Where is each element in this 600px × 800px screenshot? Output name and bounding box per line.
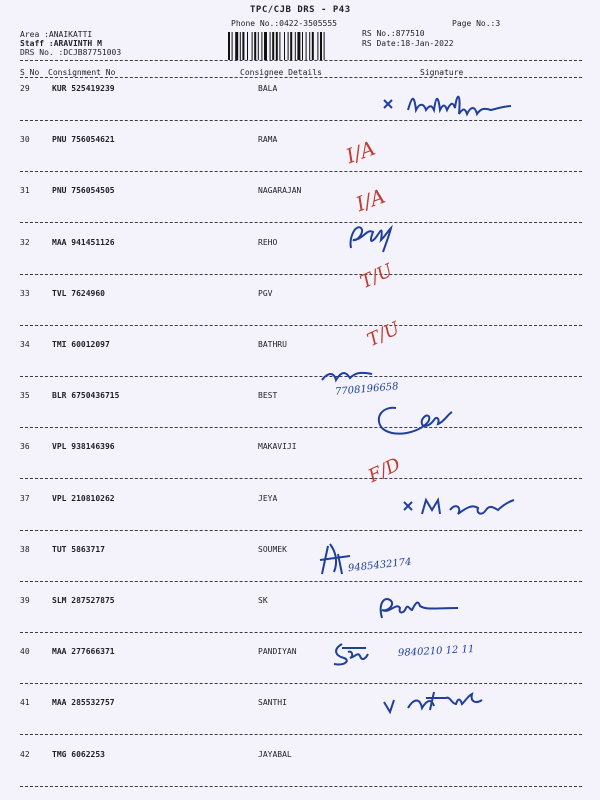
- signature-row-39: [316, 540, 356, 580]
- row-consignment-number: PNU 756054505: [52, 186, 115, 196]
- row-consignment-number: VPL 210810262: [52, 493, 115, 503]
- handwritten-status-row-34: T/U: [364, 317, 404, 352]
- row-consignee-name: BALA: [258, 84, 278, 93]
- header-divider: [20, 60, 582, 61]
- staff-label: Staff :ARAVINTH M: [20, 39, 102, 48]
- row-serial-number: 32: [20, 237, 30, 247]
- signature-row-38: [400, 492, 540, 522]
- handwritten-status-row-37: F/D: [365, 454, 404, 487]
- row-consignment-number: TUT 5863717: [52, 544, 105, 554]
- row-divider: [20, 786, 582, 787]
- row-consignment-number: SLM 287527875: [52, 596, 115, 605]
- row-consignee-name: SANTHI: [258, 698, 287, 708]
- signature-row-42: [380, 686, 510, 714]
- row-consignee-name: MAKAVIJI: [258, 442, 297, 452]
- signature-row-35: [318, 366, 378, 388]
- column-divider: [20, 77, 582, 78]
- row-consignment-number: VPL 938146396: [52, 442, 115, 452]
- handwritten-status-row-31: I/A: [352, 183, 389, 217]
- row-divider: [20, 325, 582, 326]
- row-serial-number: 40: [20, 647, 30, 657]
- row-consignment-number: TMG 6062253: [52, 749, 105, 759]
- column-header-signature: Signature: [420, 68, 464, 77]
- row-consignment-number: TMI 60012097: [52, 340, 110, 349]
- handwritten-phone-row-35: 7708196658: [334, 381, 399, 398]
- sheet-title: TPC/CJB DRS - P43: [250, 5, 351, 15]
- row-consignment-number: TVL 7624960: [52, 288, 105, 298]
- row-divider: [20, 734, 582, 735]
- row-consignee-name: JEYA: [258, 493, 278, 503]
- row-consignment-number: MAA 277666371: [52, 647, 115, 657]
- signature-row-36: [370, 398, 470, 442]
- row-consignee-name: REHO: [258, 237, 278, 247]
- row-serial-number: 33: [20, 288, 30, 298]
- row-divider: [20, 171, 582, 172]
- row-divider: [20, 632, 582, 633]
- row-consignee-name: PGV: [258, 288, 273, 298]
- row-consignment-number: MAA 941451126: [52, 237, 115, 247]
- row-serial-number: 34: [20, 340, 30, 349]
- handwritten-phone-row-41: 9840210 12 11: [397, 644, 475, 659]
- row-consignment-number: BLR 6750436715: [52, 391, 120, 401]
- row-consignment-number: KUR 525419239: [52, 84, 115, 93]
- row-consignee-name: JAYABAL: [258, 749, 292, 759]
- row-divider: [20, 427, 582, 428]
- row-serial-number: 30: [20, 135, 30, 145]
- row-consignment-number: PNU 756054621: [52, 135, 115, 145]
- signature-row-32: [345, 218, 405, 258]
- row-divider: [20, 274, 582, 275]
- row-consignee-name: BEST: [258, 391, 278, 401]
- row-divider: [20, 581, 582, 582]
- row-serial-number: 35: [20, 391, 30, 401]
- row-divider: [20, 376, 582, 377]
- rs-number: RS No.:877510: [362, 29, 425, 38]
- handwritten-phone-row-39: 9485432174: [347, 556, 413, 575]
- row-serial-number: 29: [20, 84, 30, 93]
- drs-number: DRS No. :DCJB87751003: [20, 48, 122, 57]
- column-header-consignment: Consignment No: [48, 68, 116, 77]
- row-serial-number: 38: [20, 544, 30, 554]
- handwritten-status-row-30: I/A: [342, 135, 379, 169]
- row-divider: [20, 120, 582, 121]
- row-divider: [20, 478, 582, 479]
- row-divider: [20, 683, 582, 684]
- row-serial-number: 36: [20, 442, 30, 452]
- barcode: [228, 32, 354, 60]
- row-serial-number: 37: [20, 493, 30, 503]
- column-header-consignee: Consignee Details: [240, 68, 322, 77]
- row-divider: [20, 530, 582, 531]
- signature-row-41: [328, 640, 398, 670]
- handwritten-status-row-33: T/U: [357, 259, 397, 294]
- row-serial-number: 41: [20, 698, 30, 708]
- row-serial-number: 39: [20, 596, 30, 605]
- row-consignee-name: SOUMEK: [258, 544, 287, 554]
- rs-date: RS Date:18-Jan-2022: [362, 39, 454, 48]
- row-consignee-name: PANDIYAN: [258, 647, 297, 657]
- row-consignment-number: MAA 285532757: [52, 698, 115, 708]
- row-divider: [20, 222, 582, 223]
- row-serial-number: 42: [20, 749, 30, 759]
- column-header-sno: S No: [20, 68, 40, 77]
- row-consignee-name: NAGARAJAN: [258, 186, 302, 196]
- row-consignee-name: BATHRU: [258, 340, 287, 349]
- phone-number: Phone No.:0422-3505555: [231, 19, 337, 28]
- row-consignee-name: RAMA: [258, 135, 278, 145]
- page-number: Page No.:3: [452, 19, 501, 28]
- row-serial-number: 31: [20, 186, 30, 196]
- signature-row-40: [372, 592, 472, 622]
- row-consignee-name: SK: [258, 596, 268, 605]
- area-label: Area :ANAIKATTI: [20, 30, 93, 39]
